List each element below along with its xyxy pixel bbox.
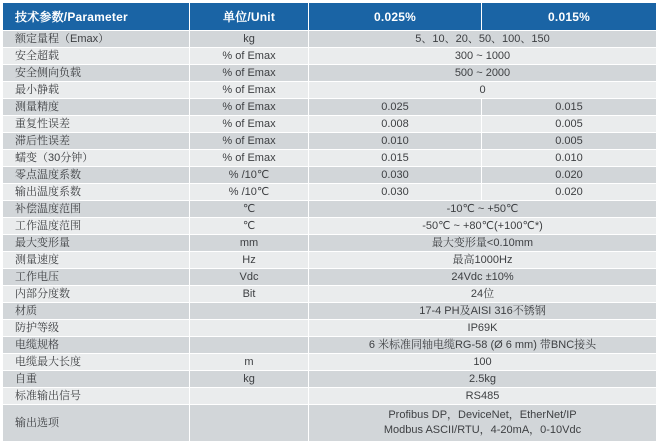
- value-cell: 17-4 PH及AISI 316不锈钢: [309, 303, 656, 319]
- header-row: [3, 3, 656, 30]
- param-cell: 重复性误差: [3, 116, 189, 132]
- value-cell-0025: 0.025: [309, 99, 481, 115]
- value-line: Modbus ASCII/RTU，4-20mA，0-10Vdc: [383, 424, 582, 436]
- unit-cell: Vdc: [190, 269, 308, 285]
- table-row: [3, 371, 656, 387]
- value-cell: 最高1000Hz: [309, 252, 656, 268]
- table-row: [3, 354, 656, 370]
- value-cell-0025: 0.008: [309, 116, 481, 132]
- param-cell: 测量速度: [3, 252, 189, 268]
- param-cell: 蠕变（30分钟）: [3, 150, 189, 166]
- value-cell-0015: 0.015: [482, 99, 656, 115]
- table-row: [3, 48, 656, 64]
- table-row: [3, 303, 656, 319]
- table-row: [3, 218, 656, 234]
- header-grade-0025: 0.025%: [309, 3, 481, 30]
- table-row: [3, 388, 656, 404]
- unit-cell: ℃: [190, 218, 308, 234]
- unit-cell: % of Emax: [190, 65, 308, 81]
- spec-table: [2, 2, 657, 442]
- param-cell: 滞后性误差: [3, 133, 189, 149]
- value-cell-0025: 0.030: [309, 167, 481, 183]
- param-cell: 输出温度系数: [3, 184, 189, 200]
- param-cell: 电缆规格: [3, 337, 189, 353]
- table-row: [3, 167, 656, 183]
- value-cell: 24Vdc ±10%: [309, 269, 656, 285]
- param-cell: 工作电压: [3, 269, 189, 285]
- table-row: [3, 405, 656, 441]
- table-row: [3, 31, 656, 47]
- unit-cell: [190, 320, 308, 336]
- table-row: [3, 235, 656, 251]
- unit-cell: kg: [190, 371, 308, 387]
- unit-cell: % of Emax: [190, 150, 308, 166]
- value-cell-0025: 0.010: [309, 133, 481, 149]
- value-cell: RS485: [309, 388, 656, 404]
- value-cell: [309, 405, 656, 441]
- table-row: [3, 286, 656, 302]
- value-cell: 2.5kg: [309, 371, 656, 387]
- unit-cell: [190, 337, 308, 353]
- param-cell: 工作温度范围: [3, 218, 189, 234]
- value-cell-0015: 0.020: [482, 167, 656, 183]
- value-cell: 24位: [309, 286, 656, 302]
- value-cell: 最大变形量<0.10mm: [309, 235, 656, 251]
- unit-cell: % of Emax: [190, 133, 308, 149]
- table-row: [3, 65, 656, 81]
- table-row: [3, 184, 656, 200]
- value-cell: 500 ~ 2000: [309, 65, 656, 81]
- param-cell: 标准输出信号: [3, 388, 189, 404]
- value-cell-0015: 0.020: [482, 184, 656, 200]
- table-row: [3, 320, 656, 336]
- unit-cell: Bit: [190, 286, 308, 302]
- table-row: [3, 252, 656, 268]
- table-row: [3, 269, 656, 285]
- value-cell: 0: [309, 82, 656, 98]
- table-row: [3, 133, 656, 149]
- param-cell: 额定量程（Emax）: [3, 31, 189, 47]
- table-row: [3, 116, 656, 132]
- param-cell: 内部分度数: [3, 286, 189, 302]
- unit-cell: % of Emax: [190, 82, 308, 98]
- header-grade-0015: 0.015%: [482, 3, 656, 30]
- value-cell-0015: 0.005: [482, 133, 656, 149]
- param-cell: 材质: [3, 303, 189, 319]
- unit-cell: % of Emax: [190, 116, 308, 132]
- unit-cell: % /10℃: [190, 184, 308, 200]
- value-cell: 300 ~ 1000: [309, 48, 656, 64]
- param-cell: 零点温度系数: [3, 167, 189, 183]
- table-row: [3, 337, 656, 353]
- spec-table-body: [3, 31, 656, 441]
- value-cell: 5、10、20、50、100、150: [309, 31, 656, 47]
- unit-cell: % /10℃: [190, 167, 308, 183]
- value-cell: IP69K: [309, 320, 656, 336]
- unit-cell: ℃: [190, 201, 308, 217]
- unit-cell: [190, 405, 308, 441]
- unit-cell: [190, 388, 308, 404]
- table-row: [3, 201, 656, 217]
- param-cell: 安全侧向负载: [3, 65, 189, 81]
- unit-cell: Hz: [190, 252, 308, 268]
- value-line: Profibus DP，DeviceNet，EtherNet/IP: [388, 409, 577, 421]
- param-cell: 补偿温度范围: [3, 201, 189, 217]
- param-cell: 自重: [3, 371, 189, 387]
- table-row: [3, 99, 656, 115]
- header-unit: 单位/Unit: [190, 3, 308, 30]
- value-cell: 6 米标准同轴电缆RG-58 (Ø 6 mm) 带BNC接头: [309, 337, 656, 353]
- unit-cell: % of Emax: [190, 99, 308, 115]
- value-cell-0015: 0.010: [482, 150, 656, 166]
- value-cell: -50℃ ~ +80℃(+100℃*): [309, 218, 656, 234]
- param-cell: 电缆最大长度: [3, 354, 189, 370]
- table-row: [3, 82, 656, 98]
- spec-table-header: [3, 3, 656, 30]
- value-cell: -10℃ ~ +50℃: [309, 201, 656, 217]
- unit-cell: % of Emax: [190, 48, 308, 64]
- header-parameter: 技术参数/Parameter: [3, 3, 189, 30]
- value-cell-0025: 0.015: [309, 150, 481, 166]
- table-row: [3, 150, 656, 166]
- param-cell: 测量精度: [3, 99, 189, 115]
- value-cell-0015: 0.005: [482, 116, 656, 132]
- value-cell: 100: [309, 354, 656, 370]
- param-cell: 安全超载: [3, 48, 189, 64]
- value-cell-0025: 0.030: [309, 184, 481, 200]
- param-cell: 最大变形量: [3, 235, 189, 251]
- param-cell: 防护等级: [3, 320, 189, 336]
- unit-cell: m: [190, 354, 308, 370]
- unit-cell: [190, 303, 308, 319]
- unit-cell: kg: [190, 31, 308, 47]
- unit-cell: mm: [190, 235, 308, 251]
- param-cell: 最小静载: [3, 82, 189, 98]
- param-cell: 输出选项: [3, 405, 189, 441]
